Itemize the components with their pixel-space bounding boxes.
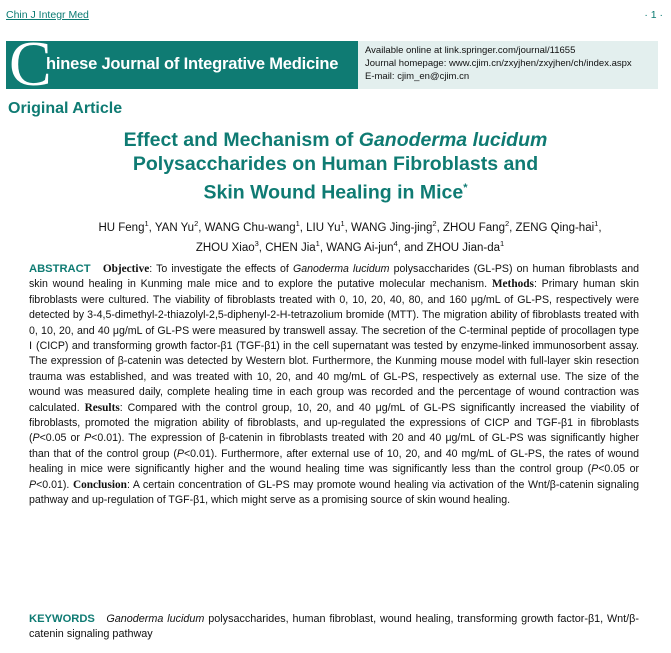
author-name: HU Feng: [98, 221, 145, 234]
abstract: [29, 262, 639, 509]
article-title: [0, 128, 671, 205]
conclusion-text: : A certain concentration of GL-PS may promote wound healing via activation of the Wnt/β-catenin signaling pathway and up-regulation of TGF-β1, which might serve as a promising source of skin wound healing.: [29, 478, 639, 507]
results-text: <0.01).: [36, 478, 73, 491]
author-name: YAN Yu: [154, 221, 195, 234]
author-affiliation: 1: [340, 219, 345, 228]
journal-banner-title-block: [6, 28, 358, 99]
author-affiliation: 1: [500, 238, 505, 248]
title-species: Ganoderma lucidum: [358, 129, 548, 151]
author-separator: , and: [397, 241, 427, 254]
keyword-species: Ganoderma lucidum: [106, 613, 205, 625]
journal-banner: [6, 28, 658, 99]
journal-logo-initial: C: [9, 28, 52, 99]
p-value-symbol: P: [591, 463, 599, 476]
author-affiliation: 1: [315, 238, 320, 248]
objective-text: : To investigate the effects of: [149, 263, 293, 275]
author-name: WANG Ai-jun: [326, 241, 394, 254]
author-separator: ,: [148, 221, 155, 234]
results-text: <0.01). The expression of β-catenin in fibroblasts treated with 20 and 40 μg/mL of GL-PS was significantly higher than that of the control group (: [29, 432, 639, 460]
objective-species: Ganoderma lucidum: [292, 263, 390, 275]
results-text: <0.05 or: [598, 463, 639, 476]
objective-label: Objective: [102, 263, 150, 275]
author-name: ZHOU Fang: [442, 221, 505, 234]
title-line2: Polysaccharides on Human Fibroblasts and: [132, 153, 539, 175]
page-number: · 1 ·: [644, 9, 663, 21]
journal-email-link[interactable]: E-mail: cjim_en@cjim.cn: [365, 71, 470, 82]
author-name: LIU Yu: [306, 221, 341, 234]
author-separator: ,: [436, 221, 443, 234]
author-separator: ,: [258, 241, 266, 254]
journal-short-link[interactable]: Chin J Integr Med: [6, 9, 89, 21]
author-separator: ,: [344, 221, 352, 234]
p-value-symbol: P: [176, 447, 184, 460]
author-separator: ,: [598, 221, 602, 234]
results-text: <0.05 or: [39, 432, 85, 445]
title-footnote-marker: *: [463, 182, 468, 194]
available-online-link[interactable]: Available online at link.springer.com/journal/11655: [365, 45, 576, 56]
journal-banner-info: [358, 41, 658, 89]
results-text: <0.01). Furthermore, after external use of 10, 20, and 40 mg/mL of GL-PS, the rates of wound healing in mice were significantly higher and the wound healing time was significantly less than the control group (: [29, 447, 639, 476]
methods-text: : Primary human skin fibroblasts were cultured. The viability of fibroblasts treated with 0, 10, 20, 40, 80, and 160 μg/mL of GL-PS, respectively were detected by 3-4,5-dimethyl-2-thiazolyl-2,5-diphenyl-2-H-tetrazolium bromide (MTT). The migration ability of fibroblasts treated with 0, 10, 20, and 40 μg/mL of GL-PS were measured by transwell assay. The secretion of the C-terminal peptide of procollagen type Ⅰ (CICP) and transforming growth factor-β1 (TGF-β1) in the cell supernatant was tested by enzyme-linked immunosorbent assay. The expression of β-catenin was detected by Western blot. Furthermore, the Kunming mouse model with full-layer skin resection trauma was established, and was treated with 10, 20, and 40 mg/mL of GL-PS, respectively as external use. The size of the wound was measured daily, complete healing time in each group was recorded and the percentage of wound contraction was calculated.: [29, 278, 639, 414]
journal-name: hinese Journal of Integrative Medicine: [46, 55, 339, 73]
methods-label: Methods: [491, 278, 534, 291]
author-affiliation: 3: [254, 238, 259, 248]
author-name: ZENG Qing-hai: [515, 221, 595, 234]
running-header: [6, 9, 663, 23]
p-value-symbol: P: [29, 478, 37, 491]
author-separator: ,: [509, 221, 516, 234]
author-name: WANG Chu-wang: [204, 221, 296, 234]
author-affiliation: 2: [504, 219, 510, 228]
author-separator: ,: [299, 221, 307, 234]
abstract-label: ABSTRACT: [29, 263, 91, 275]
author-affiliation: 2: [194, 219, 199, 228]
author-name: WANG Jing-jing: [351, 221, 433, 234]
keywords: [29, 612, 639, 643]
author-separator: ,: [198, 221, 205, 234]
author-affiliation: 1: [295, 219, 300, 228]
author-name: ZHOU Xiao: [195, 241, 255, 254]
author-affiliation: 2: [432, 219, 437, 228]
conclusion-label: Conclusion: [72, 478, 127, 491]
title-line1-prefix: Effect and Mechanism of: [123, 129, 359, 151]
keywords-label: KEYWORDS: [29, 613, 95, 625]
journal-homepage-link[interactable]: Journal homepage: www.cjim.cn/zxyjhen/zxyjhen/ch/index.aspx: [365, 58, 632, 69]
title-line3: Skin Wound Healing in Mice: [203, 181, 464, 204]
results-text: : Compared with the control group, 10, 20, and 40 μg/mL of GL-PS significantly increased the viability of fibroblasts, promoted the migration ability of fibroblasts, and up-regulated the expressions of CICP and TGF-β1 in fibroblasts (: [29, 401, 639, 445]
author-list: [40, 216, 660, 256]
author-name: CHEN Jia: [265, 241, 316, 254]
author-affiliation: 1: [594, 219, 599, 228]
keywords-text: polysaccharides, human fibroblast, wound healing, transforming growth factor-β1, Wnt/β-catenin signaling pathway: [29, 613, 639, 641]
p-value-symbol: P: [32, 432, 40, 445]
results-label: Results: [84, 401, 120, 414]
author-affiliation: 1: [144, 219, 149, 228]
author-affiliation: 4: [393, 238, 398, 248]
author-separator: ,: [319, 241, 327, 254]
author-name: ZHOU Jian-da: [426, 241, 500, 254]
objective-text: polysaccharides (GL-PS) on human fibroblasts and skin wound healing in Kunming male mice and to explore the putative molecular mechanism.: [29, 263, 640, 291]
p-value-symbol: P: [84, 432, 92, 445]
article-type: Original Article: [8, 100, 123, 117]
